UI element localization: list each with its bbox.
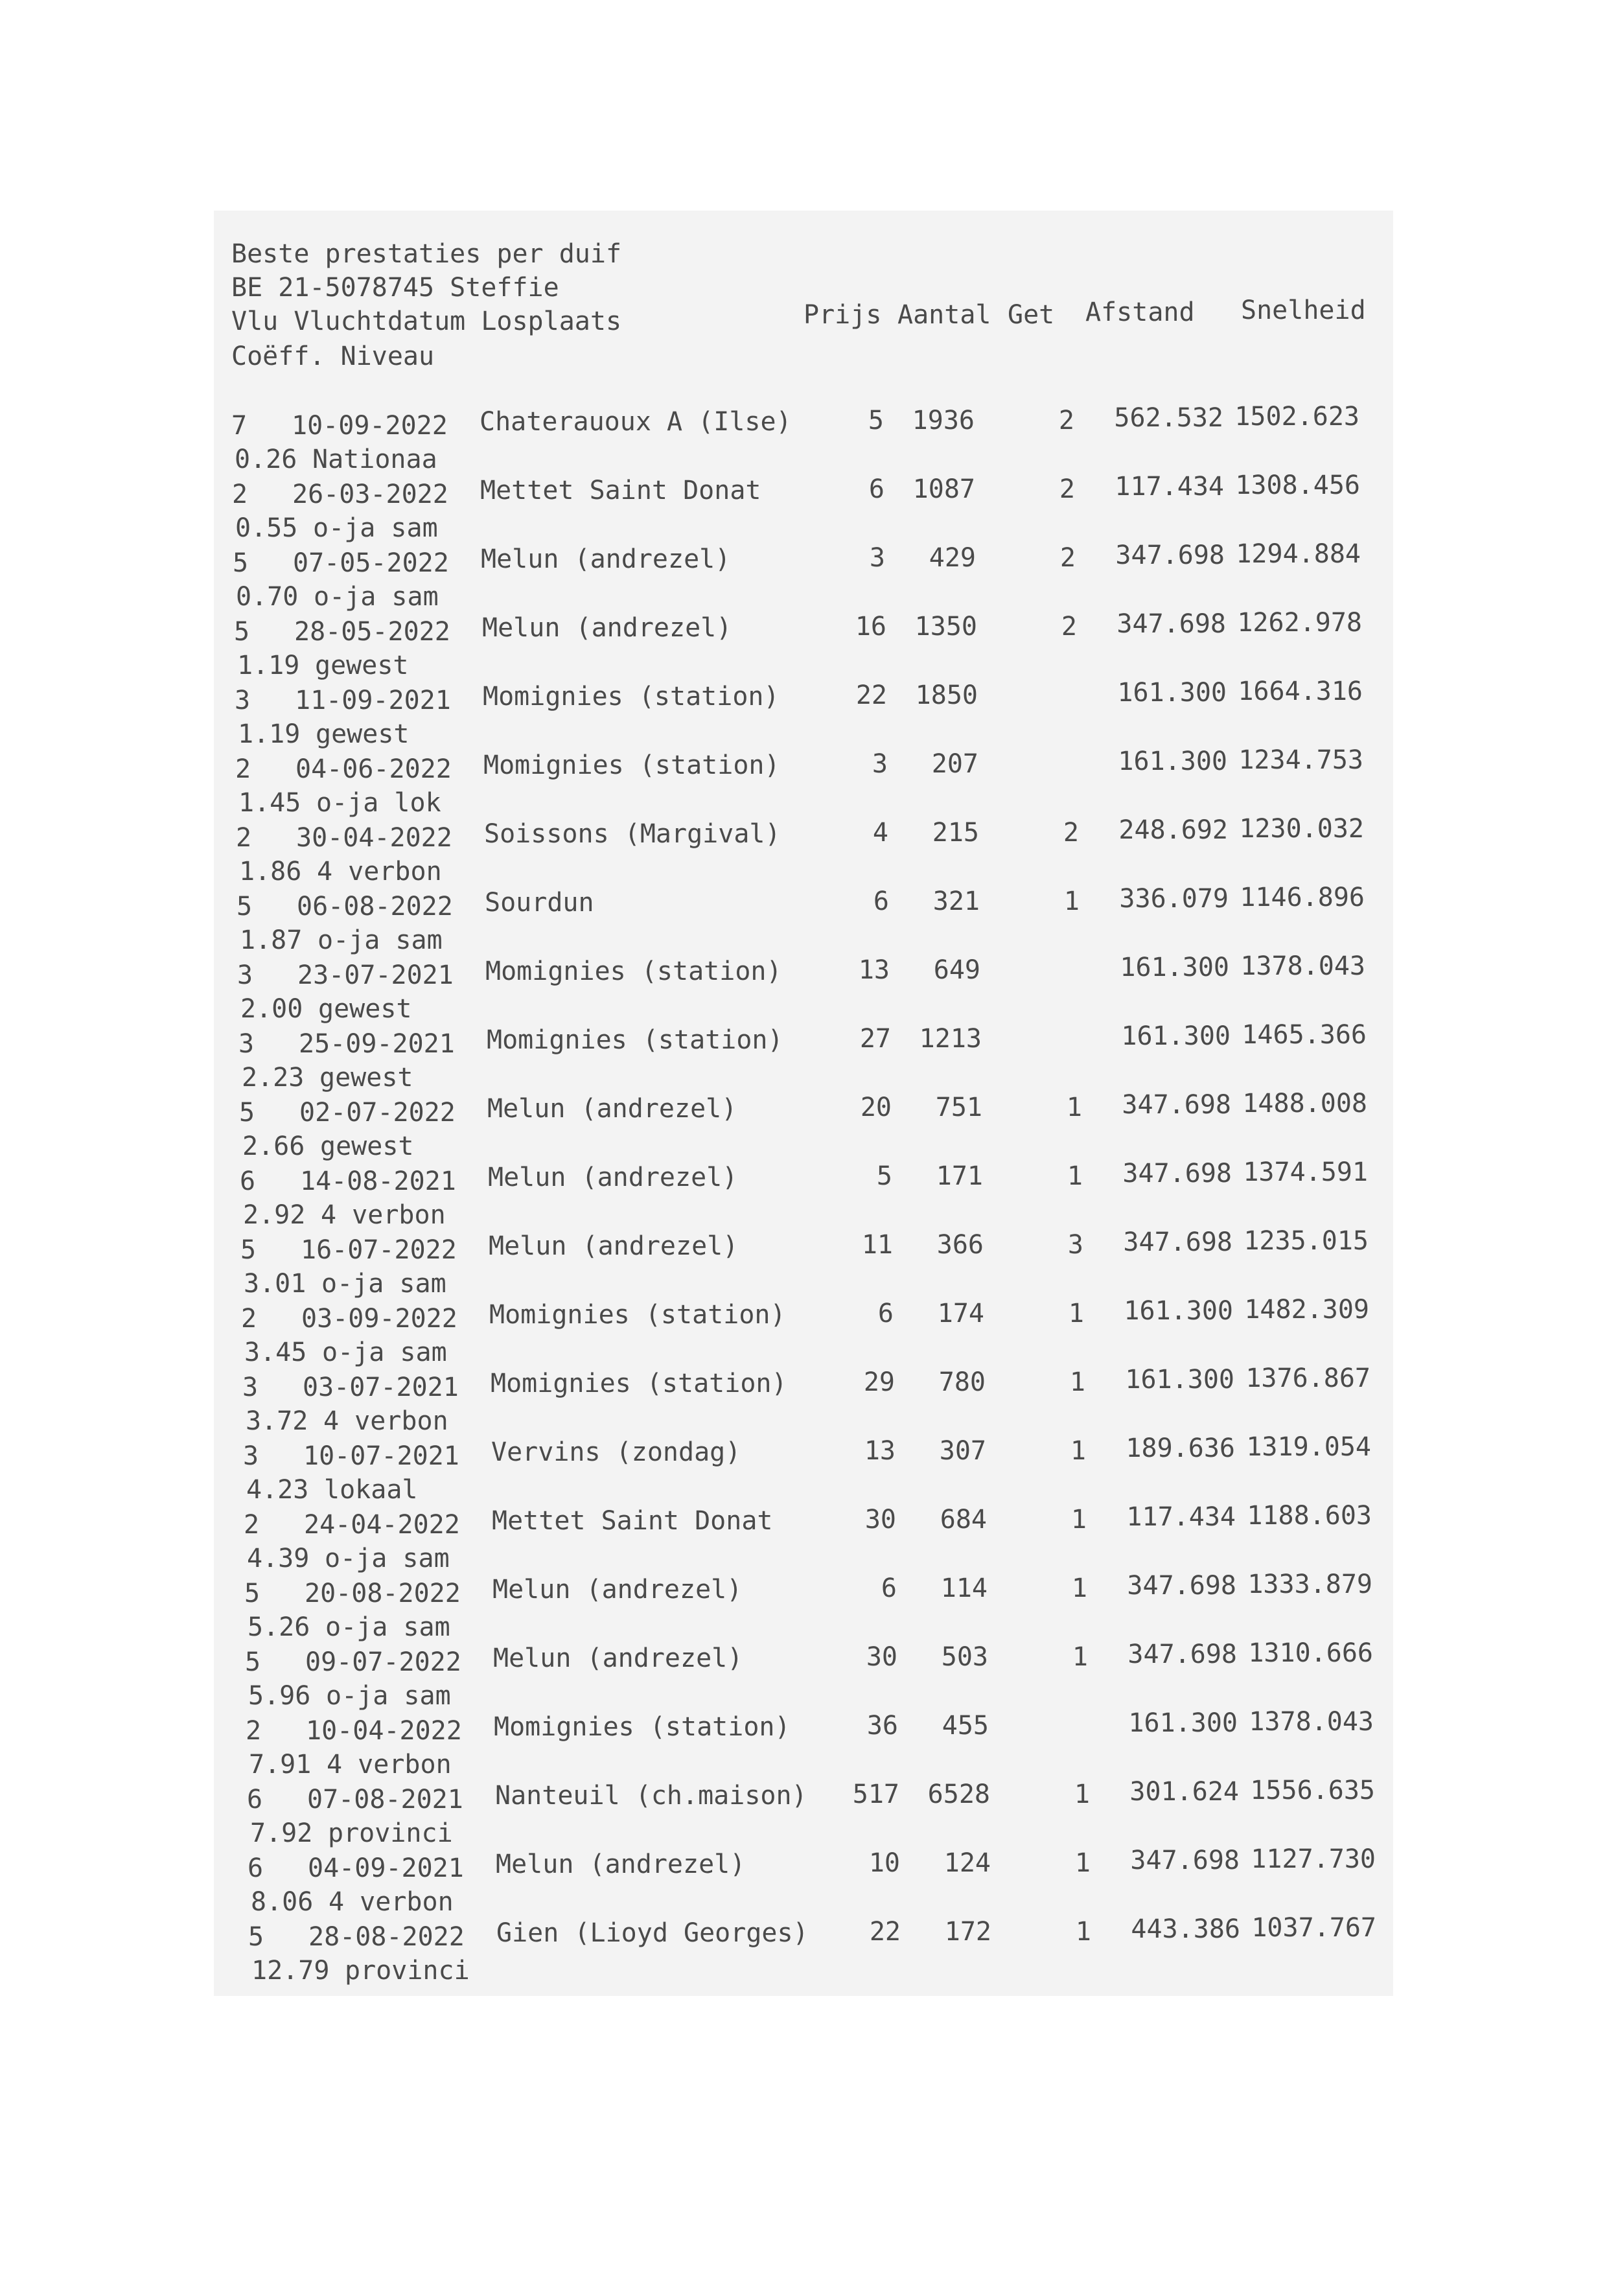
row-afstand: 347.698 bbox=[1122, 1090, 1231, 1120]
row-date: 28-05-2022 bbox=[294, 617, 450, 647]
row-vlu: 2 bbox=[232, 480, 248, 509]
row-vlu: 2 bbox=[246, 1716, 262, 1746]
row-vlu: 5 bbox=[237, 892, 253, 922]
column-header-coeff-niveau: Coëff. Niveau bbox=[231, 342, 435, 371]
pigeon-ring-name: BE 21-5078745 Steffie bbox=[231, 273, 559, 303]
row-niveau: 4 verbon bbox=[317, 857, 442, 887]
column-header-afstand: Afstand bbox=[1085, 297, 1195, 327]
row-losplaats: Momignies (station) bbox=[491, 1369, 787, 1398]
row-date: 16-07-2022 bbox=[301, 1235, 457, 1265]
row-afstand: 301.624 bbox=[1129, 1777, 1239, 1807]
row-prijs: 13 bbox=[864, 1436, 896, 1466]
row-prijs: 29 bbox=[863, 1367, 895, 1397]
row-prijs: 5 bbox=[876, 1161, 892, 1191]
row-snelheid: 1146.896 bbox=[1240, 883, 1365, 912]
row-date: 25-09-2021 bbox=[299, 1029, 455, 1059]
row-niveau: lokaal bbox=[324, 1475, 418, 1505]
row-snelheid: 1374.591 bbox=[1243, 1157, 1368, 1187]
column-header-vlu-date-place: Vlu Vluchtdatum Losplaats bbox=[231, 307, 622, 336]
row-losplaats: Chaterauoux A (Ilse) bbox=[480, 407, 792, 437]
row-date: 03-07-2021 bbox=[303, 1373, 459, 1402]
report-title: Beste prestaties per duif bbox=[231, 239, 622, 269]
row-losplaats: Nanteuil (ch.maison) bbox=[495, 1781, 807, 1811]
row-vlu: 2 bbox=[235, 754, 251, 784]
row-get: 1 bbox=[1066, 1093, 1082, 1122]
row-afstand: 117.434 bbox=[1126, 1502, 1236, 1532]
row-prijs: 36 bbox=[866, 1711, 898, 1741]
row-date: 03-09-2022 bbox=[301, 1304, 457, 1334]
row-coeff: 7.92 bbox=[250, 1818, 313, 1848]
row-get: 1 bbox=[1069, 1367, 1085, 1397]
row-aantal: 751 bbox=[935, 1093, 982, 1122]
row-coeff: 1.87 bbox=[240, 925, 303, 955]
row-aantal: 124 bbox=[943, 1848, 991, 1878]
row-get: 1 bbox=[1075, 1917, 1091, 1947]
row-losplaats: Momignies (station) bbox=[494, 1712, 791, 1742]
row-snelheid: 1235.015 bbox=[1243, 1226, 1369, 1256]
row-snelheid: 1294.884 bbox=[1236, 539, 1361, 569]
row-losplaats: Vervins (zondag) bbox=[491, 1437, 741, 1467]
row-coeff: 3.72 bbox=[246, 1406, 308, 1436]
row-prijs: 22 bbox=[869, 1917, 901, 1947]
row-coeff: 2.00 bbox=[240, 994, 303, 1024]
row-coeff: 1.45 bbox=[238, 788, 301, 818]
row-aantal: 114 bbox=[940, 1573, 988, 1603]
row-vlu: 3 bbox=[242, 1373, 259, 1402]
row-get: 2 bbox=[1063, 818, 1079, 848]
row-coeff: 4.23 bbox=[246, 1475, 309, 1505]
row-niveau: provinci bbox=[328, 1818, 453, 1848]
row-losplaats: Momignies (station) bbox=[483, 750, 780, 780]
row-aantal: 171 bbox=[936, 1161, 983, 1191]
row-afstand: 347.698 bbox=[1130, 1846, 1240, 1875]
row-niveau: o-ja sam bbox=[325, 1612, 450, 1642]
row-vlu: 7 bbox=[231, 411, 248, 441]
row-prijs: 27 bbox=[859, 1024, 891, 1054]
row-prijs: 4 bbox=[872, 818, 888, 848]
row-prijs: 6 bbox=[881, 1573, 897, 1603]
row-afstand: 161.300 bbox=[1121, 1021, 1231, 1051]
row-aantal: 503 bbox=[941, 1642, 988, 1672]
row-date: 02-07-2022 bbox=[299, 1098, 456, 1128]
row-aantal: 455 bbox=[942, 1711, 989, 1741]
row-afstand: 336.079 bbox=[1119, 884, 1229, 914]
row-date: 26-03-2022 bbox=[292, 480, 448, 509]
row-coeff: 2.66 bbox=[242, 1131, 305, 1161]
row-vlu: 3 bbox=[235, 686, 251, 715]
row-get: 2 bbox=[1058, 406, 1074, 435]
row-aantal: 307 bbox=[939, 1436, 986, 1466]
row-aantal: 321 bbox=[932, 887, 980, 916]
row-afstand: 161.300 bbox=[1117, 678, 1227, 708]
row-aantal: 1850 bbox=[915, 680, 978, 710]
row-coeff: 1.19 bbox=[237, 651, 300, 680]
row-vlu: 6 bbox=[247, 1785, 263, 1815]
row-afstand: 562.532 bbox=[1114, 403, 1223, 433]
row-date: 04-06-2022 bbox=[295, 754, 452, 784]
row-losplaats: Momignies (station) bbox=[483, 682, 780, 712]
row-aantal: 1213 bbox=[919, 1024, 982, 1054]
row-losplaats: Melun (andrezel) bbox=[493, 1643, 743, 1673]
row-prijs: 16 bbox=[855, 612, 886, 642]
row-coeff: 2.92 bbox=[243, 1200, 306, 1230]
row-afstand: 161.300 bbox=[1118, 747, 1227, 776]
row-niveau: gewest bbox=[319, 1063, 413, 1093]
row-prijs: 22 bbox=[855, 680, 887, 710]
row-date: 09-07-2022 bbox=[305, 1647, 461, 1677]
row-snelheid: 1188.603 bbox=[1247, 1501, 1372, 1531]
row-losplaats: Mettet Saint Donat bbox=[492, 1506, 773, 1536]
row-date: 10-07-2021 bbox=[303, 1441, 459, 1471]
row-vlu: 3 bbox=[238, 1029, 255, 1059]
row-losplaats: Momignies (station) bbox=[489, 1300, 786, 1330]
row-aantal: 174 bbox=[937, 1299, 984, 1328]
row-prijs: 30 bbox=[864, 1505, 896, 1535]
row-afstand: 443.386 bbox=[1131, 1914, 1240, 1944]
row-get: 1 bbox=[1072, 1642, 1088, 1672]
row-vlu: 6 bbox=[240, 1166, 256, 1196]
row-niveau: o-ja sam bbox=[318, 925, 443, 955]
row-afstand: 161.300 bbox=[1128, 1708, 1238, 1738]
row-niveau: o-ja sam bbox=[325, 1544, 450, 1573]
row-get: 2 bbox=[1061, 612, 1077, 642]
row-snelheid: 1378.043 bbox=[1249, 1707, 1374, 1737]
row-prijs: 517 bbox=[852, 1780, 899, 1809]
row-coeff: 0.55 bbox=[235, 513, 298, 543]
row-vlu: 3 bbox=[237, 960, 253, 990]
row-snelheid: 1308.456 bbox=[1235, 470, 1360, 500]
row-get: 3 bbox=[1067, 1230, 1083, 1260]
row-coeff: 3.45 bbox=[244, 1338, 307, 1367]
row-coeff: 7.91 bbox=[249, 1750, 312, 1780]
row-afstand: 347.698 bbox=[1122, 1159, 1232, 1189]
row-date: 04-09-2021 bbox=[308, 1853, 464, 1883]
row-date: 07-08-2021 bbox=[307, 1785, 463, 1815]
row-coeff: 0.26 bbox=[235, 445, 297, 474]
row-afstand: 347.698 bbox=[1127, 1640, 1237, 1669]
row-vlu: 6 bbox=[248, 1853, 264, 1883]
row-get: 1 bbox=[1074, 1780, 1090, 1809]
row-losplaats: Gien (Lioyd Georges) bbox=[496, 1918, 809, 1948]
row-afstand: 161.300 bbox=[1125, 1365, 1234, 1395]
row-vlu: 2 bbox=[244, 1510, 260, 1540]
row-prijs: 13 bbox=[858, 955, 890, 985]
row-snelheid: 1234.753 bbox=[1238, 745, 1363, 775]
row-date: 11-09-2021 bbox=[295, 686, 451, 715]
row-aantal: 780 bbox=[938, 1367, 986, 1397]
row-niveau: o-ja sam bbox=[321, 1269, 446, 1299]
row-aantal: 1087 bbox=[912, 474, 975, 504]
row-niveau: provinci bbox=[345, 1956, 470, 1986]
row-snelheid: 1230.032 bbox=[1239, 814, 1364, 844]
row-coeff: 2.23 bbox=[242, 1063, 305, 1093]
row-prijs: 6 bbox=[868, 474, 884, 504]
row-afstand: 347.698 bbox=[1115, 540, 1225, 570]
row-coeff: 5.26 bbox=[248, 1612, 310, 1642]
row-aantal: 172 bbox=[944, 1917, 991, 1947]
row-niveau: gewest bbox=[316, 719, 410, 749]
row-vlu: 5 bbox=[248, 1922, 264, 1952]
row-aantal: 1350 bbox=[914, 612, 977, 642]
row-vlu: 5 bbox=[244, 1579, 260, 1608]
row-afstand: 161.300 bbox=[1124, 1296, 1233, 1326]
row-vlu: 2 bbox=[236, 823, 252, 853]
row-afstand: 248.692 bbox=[1118, 815, 1228, 845]
row-afstand: 347.698 bbox=[1127, 1571, 1236, 1601]
row-prijs: 3 bbox=[869, 543, 885, 573]
row-aantal: 6528 bbox=[927, 1780, 990, 1809]
row-snelheid: 1262.978 bbox=[1237, 608, 1362, 638]
row-niveau: 4 verbon bbox=[327, 1750, 452, 1780]
row-niveau: o-ja sam bbox=[326, 1681, 451, 1711]
row-aantal: 1936 bbox=[912, 406, 975, 435]
row-coeff: 4.39 bbox=[247, 1544, 310, 1573]
row-prijs: 6 bbox=[873, 887, 889, 916]
column-header-snelheid: Snelheid bbox=[1241, 296, 1366, 325]
row-coeff: 3.01 bbox=[244, 1269, 306, 1299]
row-prijs: 30 bbox=[866, 1642, 897, 1672]
row-niveau: Nationaa bbox=[312, 445, 437, 474]
row-losplaats: Melun (andrezel) bbox=[487, 1094, 737, 1124]
row-get: 2 bbox=[1059, 543, 1076, 573]
row-losplaats: Momignies (station) bbox=[485, 957, 782, 986]
row-prijs: 11 bbox=[861, 1230, 893, 1260]
row-niveau: o-ja sam bbox=[322, 1338, 447, 1367]
row-niveau: gewest bbox=[320, 1131, 414, 1161]
row-niveau: o-ja sam bbox=[313, 513, 438, 543]
row-losplaats: Soissons (Margival) bbox=[484, 819, 781, 849]
row-afstand: 347.698 bbox=[1116, 609, 1226, 639]
row-losplaats: Melun (andrezel) bbox=[489, 1231, 739, 1261]
row-date: 30-04-2022 bbox=[296, 823, 452, 853]
row-snelheid: 1502.623 bbox=[1234, 402, 1359, 432]
row-snelheid: 1482.309 bbox=[1244, 1295, 1369, 1325]
row-coeff: 1.86 bbox=[239, 857, 302, 887]
row-losplaats: Melun (andrezel) bbox=[482, 613, 732, 643]
row-niveau: gewest bbox=[315, 651, 409, 680]
row-vlu: 5 bbox=[239, 1098, 255, 1128]
row-coeff: 12.79 bbox=[251, 1956, 330, 1986]
row-prijs: 5 bbox=[868, 406, 884, 435]
row-get: 1 bbox=[1071, 1573, 1087, 1603]
row-snelheid: 1333.879 bbox=[1247, 1570, 1372, 1599]
row-date: 07-05-2022 bbox=[293, 548, 449, 578]
row-vlu: 2 bbox=[241, 1304, 257, 1334]
row-prijs: 3 bbox=[872, 749, 888, 779]
row-get: 1 bbox=[1070, 1505, 1087, 1535]
row-date: 20-08-2022 bbox=[305, 1579, 461, 1608]
row-get: 1 bbox=[1068, 1299, 1084, 1328]
row-niveau: 4 verbon bbox=[323, 1406, 448, 1436]
row-losplaats: Melun (andrezel) bbox=[481, 544, 731, 574]
row-prijs: 6 bbox=[877, 1299, 894, 1328]
row-date: 10-04-2022 bbox=[306, 1716, 462, 1746]
row-get: 1 bbox=[1063, 887, 1080, 916]
row-vlu: 3 bbox=[243, 1441, 259, 1471]
row-aantal: 207 bbox=[931, 749, 978, 779]
row-vlu: 5 bbox=[233, 548, 249, 578]
row-losplaats: Sourdun bbox=[485, 888, 594, 918]
row-niveau: gewest bbox=[318, 994, 412, 1024]
row-aantal: 684 bbox=[940, 1505, 987, 1535]
row-date: 14-08-2021 bbox=[300, 1166, 456, 1196]
row-snelheid: 1488.008 bbox=[1242, 1089, 1367, 1119]
row-date: 06-08-2022 bbox=[297, 892, 453, 922]
row-snelheid: 1037.767 bbox=[1251, 1913, 1376, 1943]
row-get: 1 bbox=[1067, 1161, 1083, 1191]
row-aantal: 429 bbox=[929, 543, 976, 573]
row-coeff: 1.19 bbox=[238, 719, 301, 749]
row-date: 23-07-2021 bbox=[297, 960, 454, 990]
row-snelheid: 1664.316 bbox=[1238, 677, 1363, 706]
row-get: 1 bbox=[1070, 1436, 1086, 1466]
column-header-prijs: Prijs bbox=[804, 300, 882, 330]
row-snelheid: 1376.867 bbox=[1245, 1363, 1370, 1393]
row-snelheid: 1310.666 bbox=[1248, 1638, 1373, 1668]
row-losplaats: Melun (andrezel) bbox=[488, 1163, 738, 1192]
row-afstand: 117.434 bbox=[1115, 472, 1224, 502]
row-snelheid: 1378.043 bbox=[1240, 951, 1365, 981]
row-coeff: 0.70 bbox=[236, 582, 299, 612]
row-date: 28-08-2022 bbox=[308, 1922, 465, 1952]
row-losplaats: Mettet Saint Donat bbox=[480, 476, 761, 505]
row-prijs: 20 bbox=[860, 1093, 892, 1122]
row-vlu: 5 bbox=[240, 1235, 257, 1265]
row-coeff: 5.96 bbox=[248, 1681, 311, 1711]
row-vlu: 5 bbox=[234, 617, 250, 647]
row-snelheid: 1556.635 bbox=[1250, 1776, 1375, 1805]
row-get: 1 bbox=[1074, 1848, 1091, 1878]
row-niveau: 4 verbon bbox=[321, 1200, 446, 1230]
row-niveau: o-ja sam bbox=[314, 582, 439, 612]
row-niveau: 4 verbon bbox=[329, 1887, 454, 1917]
row-snelheid: 1319.054 bbox=[1246, 1432, 1371, 1462]
row-afstand: 189.636 bbox=[1126, 1433, 1235, 1463]
row-aantal: 366 bbox=[936, 1230, 984, 1260]
row-snelheid: 1465.366 bbox=[1242, 1020, 1367, 1050]
row-aantal: 215 bbox=[932, 818, 979, 848]
row-losplaats: Momignies (station) bbox=[487, 1025, 783, 1055]
row-losplaats: Melun (andrezel) bbox=[492, 1575, 743, 1605]
column-header-aantal: Aantal bbox=[897, 300, 991, 330]
row-date: 10-09-2022 bbox=[292, 411, 448, 441]
row-get: 2 bbox=[1059, 474, 1075, 504]
row-afstand: 347.698 bbox=[1123, 1227, 1232, 1257]
row-niveau: o-ja lok bbox=[316, 788, 441, 818]
row-vlu: 5 bbox=[245, 1647, 261, 1677]
row-afstand: 161.300 bbox=[1120, 953, 1229, 982]
row-snelheid: 1127.730 bbox=[1251, 1844, 1376, 1874]
row-aantal: 649 bbox=[933, 955, 980, 985]
column-header-get: Get bbox=[1008, 300, 1055, 330]
row-losplaats: Melun (andrezel) bbox=[496, 1850, 746, 1879]
row-date: 24-04-2022 bbox=[304, 1510, 460, 1540]
row-prijs: 10 bbox=[868, 1848, 900, 1878]
row-coeff: 8.06 bbox=[251, 1887, 314, 1917]
